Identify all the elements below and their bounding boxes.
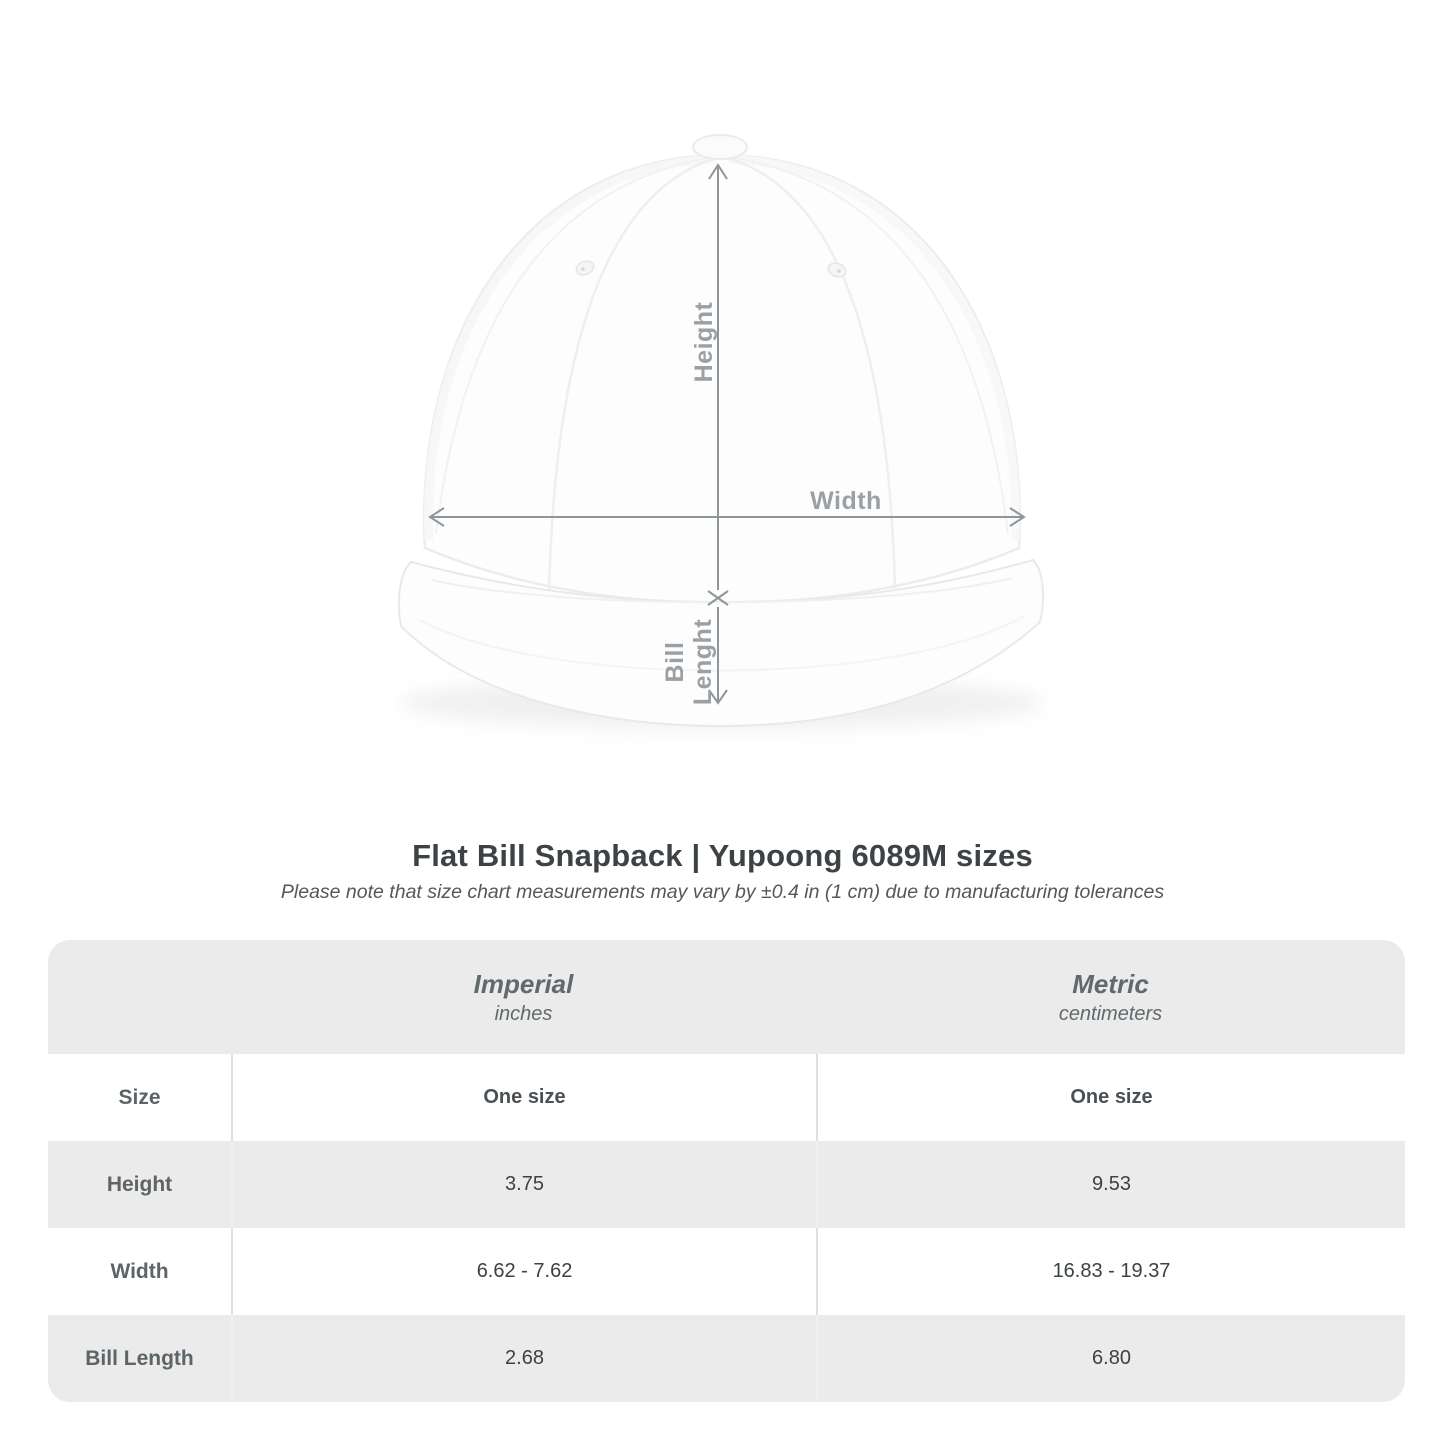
bill-length-annotation-line1: Bill <box>661 641 689 683</box>
imperial-title: Imperial <box>473 968 574 999</box>
page-title: Flat Bill Snapback | Yupoong 6089M sizes <box>412 838 1033 873</box>
header-spacer <box>48 940 231 1054</box>
size-table <box>48 940 1405 1402</box>
row-label: Size <box>118 1085 161 1109</box>
cell-imperial: 2.68 <box>231 1315 816 1402</box>
cell-metric: One size <box>816 1054 1405 1141</box>
table-row-width <box>48 1228 1405 1315</box>
table-row-height <box>48 1141 1405 1228</box>
width-annotation-label: Width <box>810 487 882 515</box>
imperial-unit: inches <box>494 1002 553 1025</box>
bill-length-annotation-line2: Lenght <box>689 618 717 706</box>
cell-imperial: 3.75 <box>231 1141 816 1228</box>
table-row-size <box>48 1054 1405 1141</box>
cell-imperial: 6.62 - 7.62 <box>231 1228 816 1315</box>
row-label: Width <box>110 1259 169 1283</box>
table-row-bill-length <box>48 1315 1405 1402</box>
hat-crown <box>424 155 1020 603</box>
cell-metric: 16.83 - 19.37 <box>816 1228 1405 1315</box>
column-header-metric <box>816 940 1405 1054</box>
metric-unit: centimeters <box>1058 1002 1163 1025</box>
height-annotation-label: Height <box>690 301 718 383</box>
row-label: Height <box>106 1172 173 1196</box>
cell-metric: 9.53 <box>816 1141 1405 1228</box>
column-header-imperial <box>231 940 816 1054</box>
hat-button <box>693 135 747 159</box>
tolerance-note: Please note that size chart measurements may vary by ±0.4 in (1 cm) due to manufacturing tolerances <box>280 881 1165 903</box>
row-label: Bill Length <box>85 1346 194 1370</box>
cell-metric: 6.80 <box>816 1315 1405 1402</box>
cell-imperial: One size <box>231 1054 816 1141</box>
size-table-header <box>48 940 1405 1054</box>
metric-title: Metric <box>1072 968 1149 999</box>
